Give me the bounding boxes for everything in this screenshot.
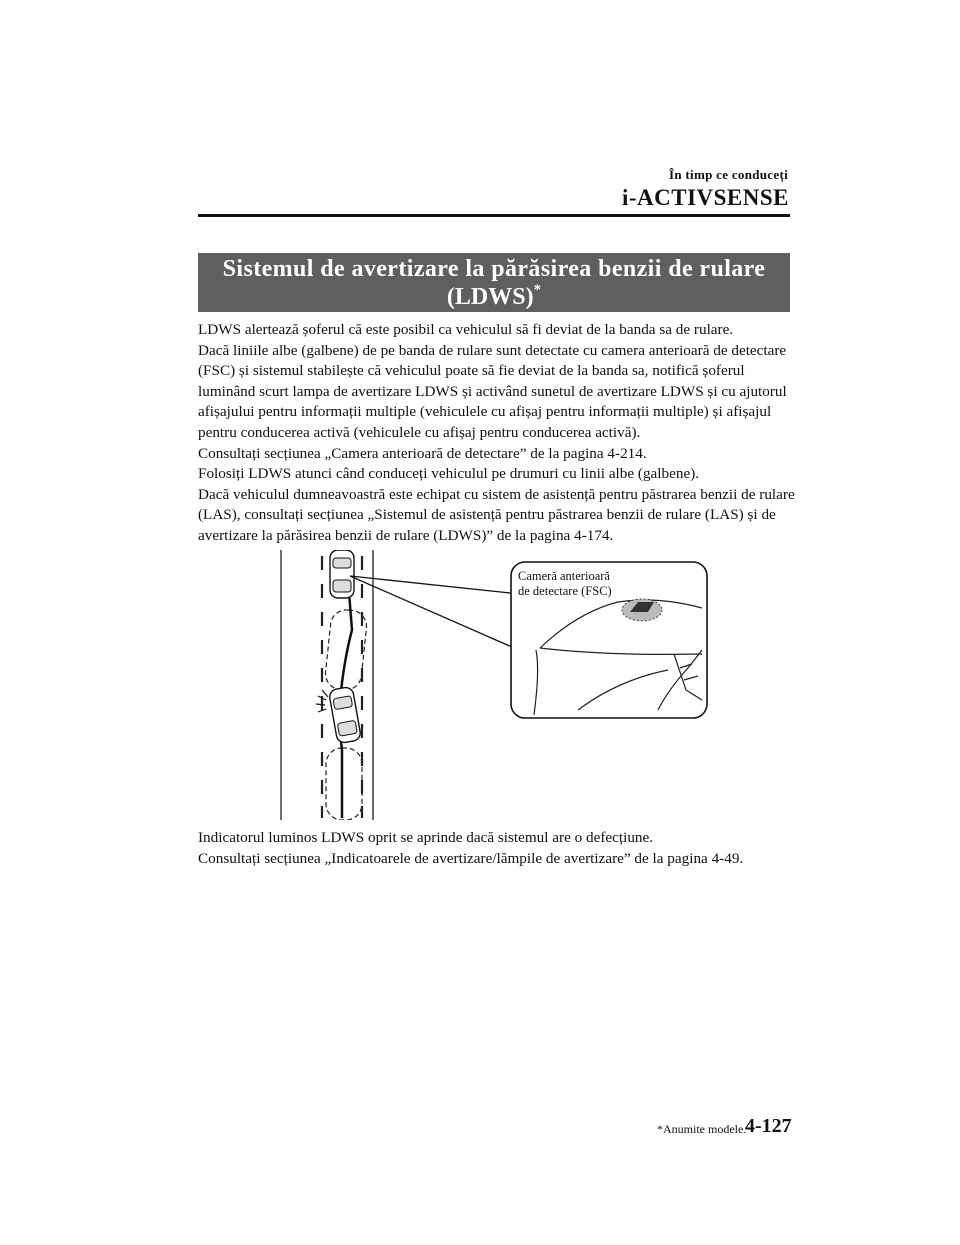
paragraph-4: Folosiți LDWS atunci când conduceți vehiculul pe drumuri cu linii albe (galbene). [198,465,700,483]
section-title-box [198,253,790,312]
figure-ldws [278,550,712,820]
header-title: i-ACTIVSENSE [621,185,789,210]
paragraph-2: Dacă liniile albe (galbene) de pe banda de rulare sunt detectate cu camera anterioară de detectare (FSC) și sistemul stabilește că vehiculul poate să fie deviat de la banda sa, notifică șoferul luminând scurt lampa de avertizare LDWS și activând sunetul de avertizare LDWS și cu ajutorul afișajului pentru informații multiple (vehiculele cu afișaj pentru informații multiple) și afișajul pentru conducerea activă (vehiculele cu afișaj pentru conducerea activă). [198,341,787,441]
after-text [198,828,798,869]
section-title-line2 [198,283,790,311]
path-outline-bottom [326,748,362,820]
car-top [330,550,354,598]
section-title-asterisk: * [533,282,542,298]
body-text [198,320,798,547]
after-paragraph-1: Indicatorul luminos LDWS oprit se aprinde dacă sistemul are o defecțiune. [198,829,654,846]
footnote: *Anumite modele. [657,1122,747,1136]
callout-label-line1: Cameră anterioară [518,569,610,583]
page-number: 4-127 [745,1115,792,1137]
after-paragraph-2: Consultați secțiunea „Indicatoarele de avertizare/lămpile de avertizare” de la pagina 4-49. [198,849,744,867]
header-rule [198,214,790,217]
paragraph-1: LDWS alertează șoferul că este posibil ca vehiculul să fi deviat de la banda sa de rulare. [198,321,734,338]
section-title-ldws: (LDWS) [446,284,534,310]
ldws-illustration [278,550,712,820]
section-title-line1: Sistemul de avertizare la părăsirea benzii de rulare [222,256,766,282]
paragraph-5: Dacă vehiculul dumneavoastră este echipat cu sistem de asistență pentru păstrarea benzii de rulare (LAS), consultați secțiunea „Sistemul de asistență pentru păstrarea benzii de rulare (LAS) și de avertizare la părăsirea benzii de rulare (LDWS)” de la pagina 4-174. [198,485,795,544]
header-subtitle: În timp ce conduceți [668,167,788,182]
paragraph-3: Consultați secțiunea „Camera anterioară de detectare” de la pagina 4-214. [198,444,647,462]
car-deviating [328,686,361,743]
callout-label-line2: de detectare (FSC) [518,584,612,598]
